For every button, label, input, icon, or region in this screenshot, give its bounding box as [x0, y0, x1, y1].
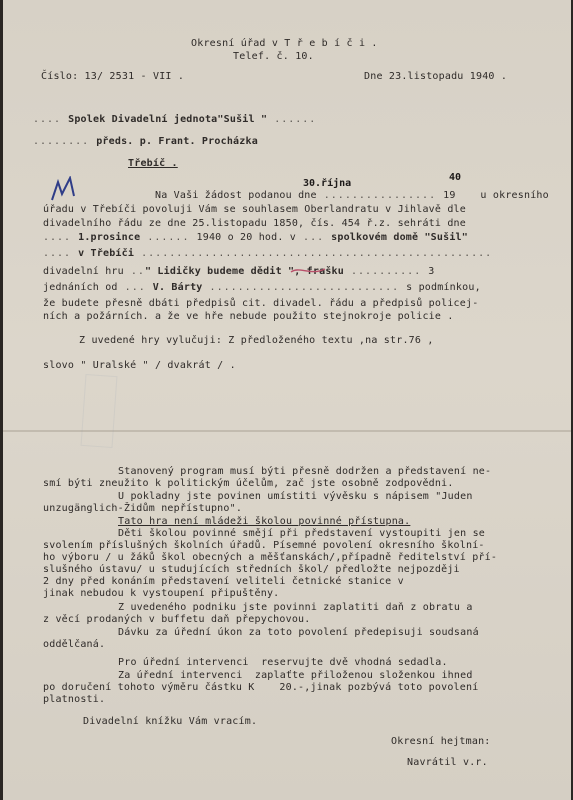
- request-year-handwritten: 40: [449, 172, 462, 183]
- ink-scribble-icon: [48, 176, 88, 206]
- condition-15: oddělčaná.: [43, 639, 106, 650]
- body-line-3: divadelního řádu ze dne 25.listopadu 1850, čís. 454 ř.z. sehráti dne: [43, 218, 466, 229]
- condition-10: 2 dny před konáním představení veliteli četnické stanice v: [43, 576, 404, 587]
- body-line-4: .... 1.prosince ...... 1940 o 20 hod. v ... spolkovém domě "Sušil": [43, 232, 468, 243]
- address-line-3: [128, 158, 178, 170]
- red-pencil-mark-icon: [289, 264, 329, 278]
- body-line-7: jednáních od ... V. Bárty ........................... s podmínkou,: [43, 282, 481, 293]
- condition-17: Za úřední intervenci zaplaťte přiloženou složenkou ihned: [118, 670, 473, 681]
- document-date: Dne 23.listopadu 1940 .: [364, 71, 508, 82]
- condition-7: svolením příslušných školních úřadů. Písemné povolení okresního školní-: [43, 540, 485, 551]
- condition-13: z věcí prodaných v buffetu daň přepychovou.: [43, 614, 311, 625]
- body-line-10: Z uvedené hry vylučuji: Z předloženého textu ,na str.76 ,: [79, 335, 434, 346]
- body-line-11: slovo " Uralské " / dvakrát / .: [43, 360, 236, 371]
- addressee-name: Spolek Divadelní jednota"Sušil ": [68, 114, 268, 125]
- body-line-1: Na Vaši žádost podanou dne ................ 19 u okresního: [155, 190, 549, 201]
- addressee-chair: předs. p. Frant. Procházka: [96, 136, 258, 147]
- signature-title: Okresní hejtman:: [391, 736, 491, 747]
- condition-4: unzugänglich-Židům nepřístupno".: [43, 503, 243, 514]
- document-page: [3, 0, 571, 800]
- request-day-handwritten: 30.října: [303, 178, 352, 189]
- body-line-5: .... v Třebíči ..................................................: [43, 248, 493, 259]
- condition-16: Pro úřední intervenci reservujte dvě vhodná sedadla.: [118, 657, 448, 668]
- body-line-6: divadelní hru .." Lidičky budeme dědit ", frašku .......... 3: [43, 266, 435, 277]
- signature-name: Navrátil v.r.: [407, 757, 488, 768]
- condition-12: Z uvedeného podniku jste povinni zaplatiti daň z obratu a: [118, 602, 473, 613]
- condition-9: slušného ústavu/ u studujících středních škol/ předložte nejpozději: [43, 564, 460, 575]
- body-line-9: ních a požárních. a že ve hře nebude použito stejnokroje policie .: [43, 311, 454, 322]
- body-line-8: že budete přesně dbáti předpisů cit. divadel. řádu a předpisů policej-: [43, 298, 479, 309]
- condition-11: jinak nebudou k vystoupení připuštěny.: [43, 588, 280, 599]
- address-line-1: .... Spolek Divadelní jednota"Sušil " ......: [33, 114, 317, 125]
- condition-20: Divadelní knížku Vám vracím.: [83, 716, 258, 727]
- condition-8: ho výboru / u žáků škol obecných a měšťanskách/,případně ředitelství pří-: [43, 552, 498, 563]
- reference-number: Číslo: 13/ 2531 - VII .: [41, 71, 185, 82]
- condition-5: Tato hra není mládeži školou povinné přístupna.: [118, 516, 411, 527]
- condition-6: Děti školou povinné smějí při představení vystoupiti jen se: [118, 528, 486, 539]
- condition-18: po doručení tohoto výměru částku K 20.-,jinak pozbývá toto povolení: [43, 682, 479, 693]
- office-heading: Okresní úřad v T ř e b í č i .: [191, 38, 378, 49]
- stamp-bleedthrough: [81, 374, 118, 448]
- address-line-2: ........ předs. p. Frant. Procházka: [33, 136, 258, 147]
- condition-2: smí býti zneužito k politickým účelům, zač jste osobně zodpovědni.: [43, 478, 454, 489]
- condition-14: Dávku za úřední úkon za toto povolení předepisuji soudsaná: [118, 627, 479, 638]
- condition-19: platnosti.: [43, 694, 106, 705]
- condition-3: U pokladny jste povinen umístiti vývěsku s nápisem "Juden: [118, 491, 473, 502]
- office-phone: Telef. č. 10.: [233, 51, 314, 62]
- body-line-2: úřadu v Třebíči povoluji Vám se souhlasem Oberlandratu v Jihlavě dle: [43, 204, 466, 215]
- condition-1: Stanovený program musí býti přesně dodržen a představení ne-: [118, 466, 492, 477]
- addressee-city: Třebíč .: [128, 158, 178, 169]
